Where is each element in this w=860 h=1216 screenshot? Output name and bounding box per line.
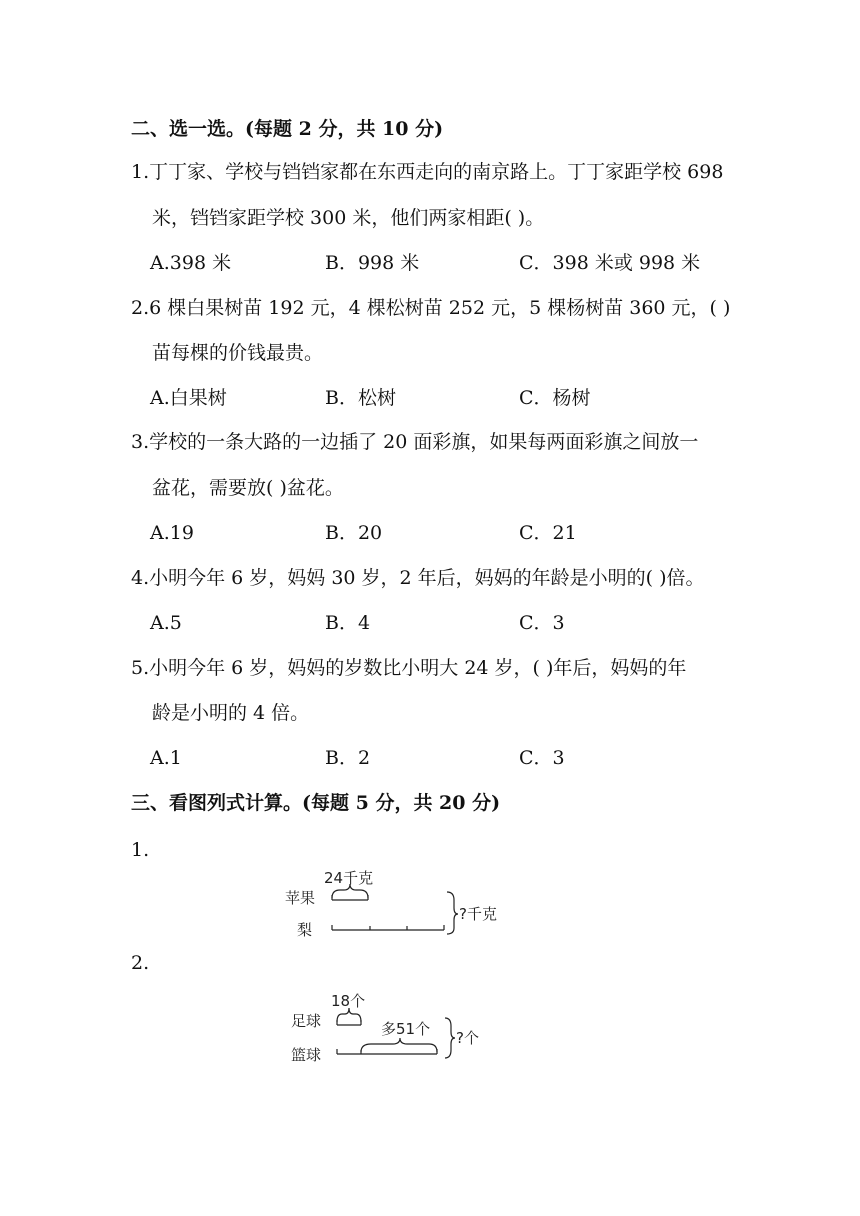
total-label: ?千克 (459, 905, 497, 923)
diagram-2 (285, 988, 505, 1068)
label-top: 足球 (291, 1012, 322, 1030)
option-c[interactable]: C．21 (519, 522, 577, 544)
brace-extra (361, 1038, 437, 1052)
brace-right (445, 1018, 455, 1058)
option-a[interactable]: A.19 (150, 522, 194, 544)
brace-right (447, 892, 458, 934)
question-4-text: 4.小明今年 6 岁，妈妈 30 岁，2 年后，妈妈的年龄是小明的( )倍。 (131, 567, 705, 589)
diagram-1 (280, 862, 520, 942)
option-c[interactable]: C．3 (519, 612, 565, 634)
option-a[interactable]: A.1 (150, 747, 182, 769)
brace-top (337, 1008, 361, 1022)
total-label: ?个 (456, 1029, 479, 1047)
question-2-text: 2.6 棵白果树苗 192 元，4 棵松树苗 252 元，5 棵杨树苗 360 元，( ) (131, 297, 731, 319)
question-2-text-cont: 苗每棵的价钱最贵。 (152, 342, 324, 364)
question-1-text-cont: 米，铛铛家距学校 300 米，他们两家相距( )。 (152, 207, 545, 229)
problem-1-number: 1. (131, 839, 150, 861)
option-a[interactable]: A.398 米 (150, 252, 232, 274)
option-c[interactable]: C．3 (519, 747, 565, 769)
top-value-label: 18个 (331, 992, 366, 1010)
option-b[interactable]: B．998 米 (325, 252, 420, 274)
question-5-text-cont: 龄是小明的 4 倍。 (152, 702, 310, 724)
extra-label: 多51个 (381, 1020, 431, 1038)
problem-2-number: 2. (131, 952, 150, 974)
option-b[interactable]: B．松树 (325, 387, 396, 409)
option-b[interactable]: B．2 (325, 747, 371, 769)
label-bottom: 篮球 (291, 1046, 322, 1064)
label-bottom: 梨 (297, 921, 313, 939)
top-value-label: 24千克 (324, 869, 374, 887)
question-3-text-cont: 盆花，需要放( )盆花。 (152, 477, 344, 499)
option-b[interactable]: B．4 (325, 612, 371, 634)
option-b[interactable]: B．20 (325, 522, 383, 544)
option-c[interactable]: C．398 米或 998 米 (519, 252, 701, 274)
question-5-text: 5.小明今年 6 岁，妈妈的岁数比小明大 24 岁，( )年后，妈妈的年 (131, 657, 687, 679)
question-3-text: 3.学校的一条大路的一边插了 20 面彩旗，如果每两面彩旗之间放一 (131, 431, 699, 453)
option-c[interactable]: C．杨树 (519, 387, 591, 409)
section-heading: 三、看图列式计算。(每题 5 分，共 20 分) (131, 792, 501, 814)
option-a[interactable]: A.5 (150, 612, 182, 634)
option-a[interactable]: A.白果树 (150, 387, 227, 409)
label-top: 苹果 (285, 889, 316, 907)
question-1-text: 1.丁丁家、学校与铛铛家都在东西走向的南京路上。丁丁家距学校 698 (131, 161, 724, 183)
section-heading: 二、选一选。(每题 2 分，共 10 分) (131, 118, 444, 140)
